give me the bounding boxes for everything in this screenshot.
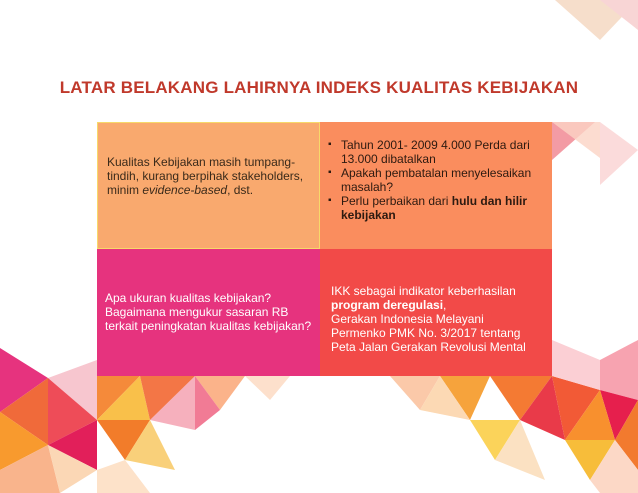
list-item-bold-text: hulu dan hilir kebijakan bbox=[341, 194, 528, 222]
bullet-icon: ▪ bbox=[328, 139, 332, 150]
cell-line: Gerakan Indonesia Melayani bbox=[331, 312, 484, 326]
cell-text-end: , dst. bbox=[227, 183, 254, 197]
bullet-list bbox=[328, 138, 544, 222]
list-item-text: Perlu perbaikan dari bbox=[341, 194, 452, 208]
cell-text-italic: evidence-based bbox=[142, 183, 228, 197]
cell-line: Permenko PMK No. 3/2017 tentang bbox=[331, 326, 521, 340]
slide-title: LATAR BELAKANG LAHIRNYA INDEKS KUALITAS KEBIJAKAN bbox=[59, 78, 579, 97]
cell-text: Apa ukuran kualitas kebijakan? Bagaimana mengukur sasaran RB terkait peningkatan kualitas kebijakan? bbox=[105, 291, 312, 333]
list-item bbox=[328, 194, 544, 222]
bold-text: program deregulasi bbox=[331, 298, 444, 312]
list-item bbox=[328, 166, 544, 194]
list-item-text: Tahun 2001- 2009 4.000 Perda dari 13.000 dibatalkan bbox=[341, 138, 530, 166]
cell-line: IKK sebagai indikator keberhasilan bbox=[331, 284, 516, 298]
cell-measurement-question bbox=[97, 249, 320, 376]
bullet-icon: ▪ bbox=[328, 167, 332, 178]
list-item-text: Apakah pembatalan menyelesaikan masalah? bbox=[341, 166, 532, 194]
list-item bbox=[328, 138, 544, 166]
bullet-icon: ▪ bbox=[328, 195, 332, 206]
cell-perda-cancellation bbox=[320, 122, 552, 249]
cell-policy-quality-issue bbox=[97, 122, 320, 249]
triangle-shape bbox=[600, 340, 638, 400]
cell-line-deregulation bbox=[331, 298, 544, 312]
cell-line: Peta Jalan Gerakan Revolusi Mental bbox=[331, 340, 526, 354]
comma-text: , bbox=[443, 298, 447, 312]
triangle-shape bbox=[600, 122, 638, 185]
cell-ikk-indicator bbox=[320, 249, 552, 376]
triangle-shape bbox=[245, 376, 290, 400]
cell-text: Kualitas Kebijakan masih tumpang-tindih, kurang berpihak stakeholders, minim bbox=[107, 155, 304, 197]
triangle-shape bbox=[97, 460, 150, 493]
